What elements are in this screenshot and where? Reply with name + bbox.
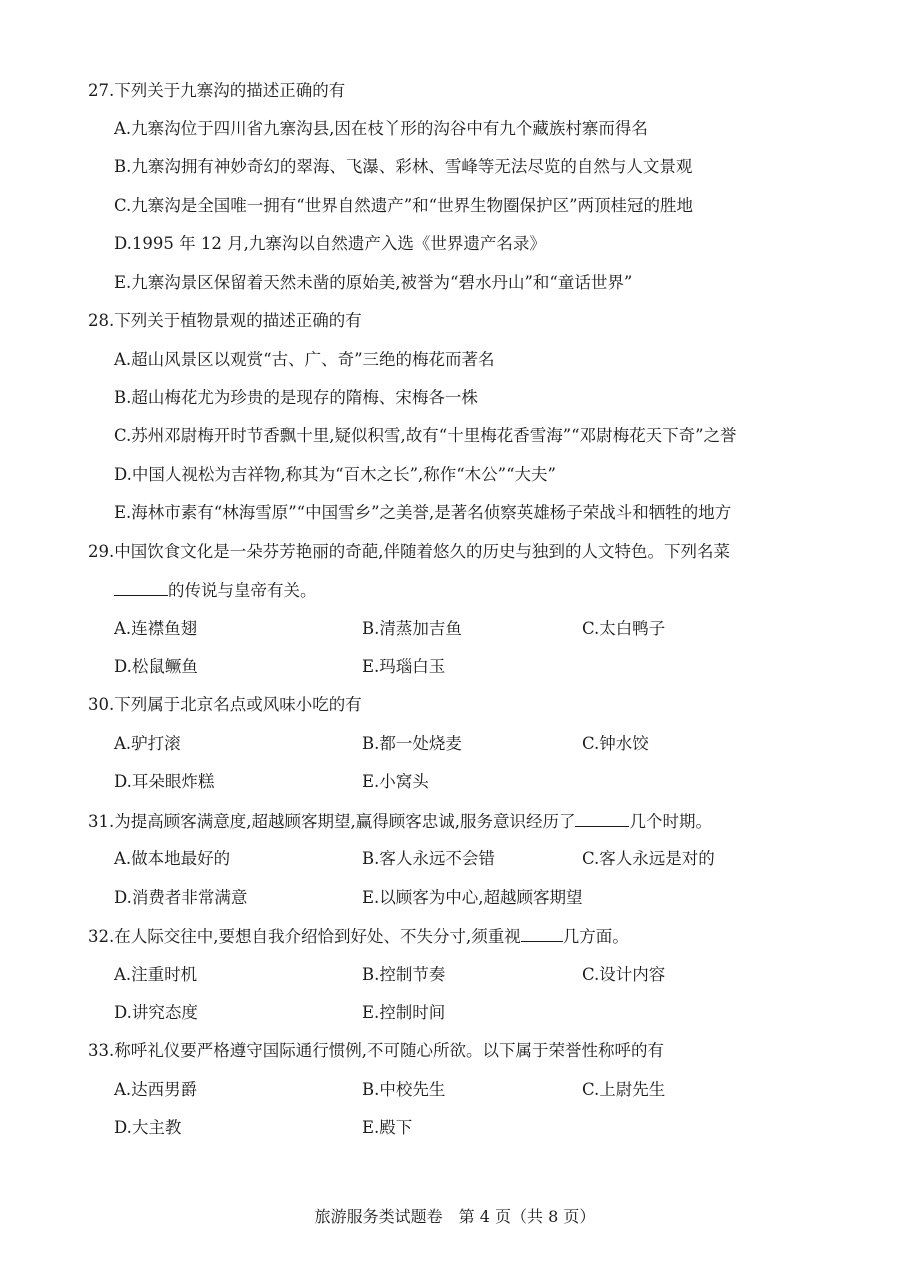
answer-blank	[114, 579, 168, 596]
question-31-option-d: D.消费者非常满意	[114, 888, 248, 907]
question-31-option-a: A.做本地最好的	[114, 849, 231, 868]
question-31-stem-head: 31.为提高顾客满意度,超越顾客期望,赢得顾客忠诚,服务意识经历了	[88, 812, 576, 831]
question-29-option-e: E.玛瑙白玉	[362, 657, 446, 676]
answer-blank	[521, 925, 563, 942]
question-27-option-b: B.九寨沟拥有神妙奇幻的翠海、飞瀑、彩林、雪峰等无法尽览的自然与人文景观	[114, 157, 693, 176]
question-29-option-a: A.连襟鱼翅	[114, 619, 198, 638]
question-28-stem: 28.下列关于植物景观的描述正确的有	[88, 311, 362, 330]
question-29-option-d: D.松鼠鳜鱼	[114, 657, 198, 676]
question-30-option-e: E.小窝头	[362, 772, 429, 791]
question-32-option-e: E.控制时间	[362, 1003, 446, 1022]
answer-blank	[575, 810, 629, 827]
question-30-option-a: A.驴打滚	[114, 734, 181, 753]
question-27-option-d: D.1995 年 12 月,九寨沟以自然遗产入选《世界遗产名录》	[114, 234, 546, 253]
question-32-stem-tail: 几方面。	[562, 927, 629, 946]
question-28-option-a: A.超山风景区以观赏“古、广、奇”三绝的梅花而著名	[114, 350, 495, 369]
question-33-option-e: E.殿下	[362, 1118, 413, 1137]
question-31-option-c: C.客人永远是对的	[582, 849, 715, 868]
question-32-option-d: D.讲究态度	[114, 1003, 198, 1022]
question-33-option-a: A.达西男爵	[114, 1080, 198, 1099]
question-33-option-d: D.大主教	[114, 1118, 182, 1137]
question-28-option-d: D.中国人视松为吉祥物,称其为“百木之长”,称作“木公”“大夫”	[114, 465, 556, 484]
page-footer: 旅游服务类试题卷 第 4 页（共 8 页）	[314, 1207, 596, 1226]
question-32-option-c: C.设计内容	[582, 965, 666, 984]
question-32-option-b: B.控制节奏	[362, 965, 446, 984]
question-30-option-b: B.都一处烧麦	[362, 734, 462, 753]
question-31-option-e: E.以顾客为中心,超越顾客期望	[362, 888, 583, 907]
question-33-option-c: C.上尉先生	[582, 1080, 666, 1099]
question-28-option-b: B.超山梅花尤为珍贵的是现存的隋梅、宋梅各一株	[114, 388, 478, 407]
question-31-option-b: B.客人永远不会错	[362, 849, 495, 868]
question-31-stem	[88, 810, 712, 833]
question-29-stem-continued	[114, 579, 317, 602]
question-33-option-b: B.中校先生	[362, 1080, 446, 1099]
question-29-stem: 29.中国饮食文化是一朵芬芳艳丽的奇葩,伴随着悠久的历史与独到的人文特色。下列名菜	[88, 542, 730, 561]
question-30-stem: 30.下列属于北京名点或风味小吃的有	[88, 695, 362, 714]
question-28-option-c: C.苏州邓尉梅开时节香飘十里,疑似积雪,故有“十里梅花香雪海”“邓尉梅花天下奇”之誉	[114, 426, 737, 445]
question-29-option-b: B.清蒸加吉鱼	[362, 619, 462, 638]
question-32-option-a: A.注重时机	[114, 965, 198, 984]
question-28-option-e: E.海林市素有“林海雪原”“中国雪乡”之美誉,是著名侦察英雄杨子荣战斗和牺牲的地方	[114, 503, 732, 522]
question-29-stem-tail: 的传说与皇帝有关。	[168, 581, 317, 600]
question-30-option-d: D.耳朵眼炸糕	[114, 772, 215, 791]
question-29-option-c: C.太白鸭子	[582, 619, 666, 638]
question-27-option-c: C.九寨沟是全国唯一拥有“世界自然遗产”和“世界生物圈保护区”两顶桂冠的胜地	[114, 196, 694, 215]
question-31-stem-tail: 几个时期。	[629, 812, 712, 831]
question-27-option-a: A.九寨沟位于四川省九寨沟县,因在枝丫形的沟谷中有九个藏族村寨而得名	[114, 119, 648, 138]
question-27-stem: 27.下列关于九寨沟的描述正确的有	[88, 81, 346, 100]
question-27-option-e: E.九寨沟景区保留着天然未凿的原始美,被誉为“碧水丹山”和“童话世界”	[114, 273, 633, 292]
question-32-stem	[88, 925, 629, 948]
question-33-stem: 33.称呼礼仪要严格遵守国际通行惯例,不可随心所欲。以下属于荣誉性称呼的有	[88, 1041, 664, 1060]
question-32-stem-head: 32.在人际交往中,要想自我介绍恰到好处、不失分寸,须重视	[88, 927, 521, 946]
question-30-option-c: C.钟水饺	[582, 734, 649, 753]
